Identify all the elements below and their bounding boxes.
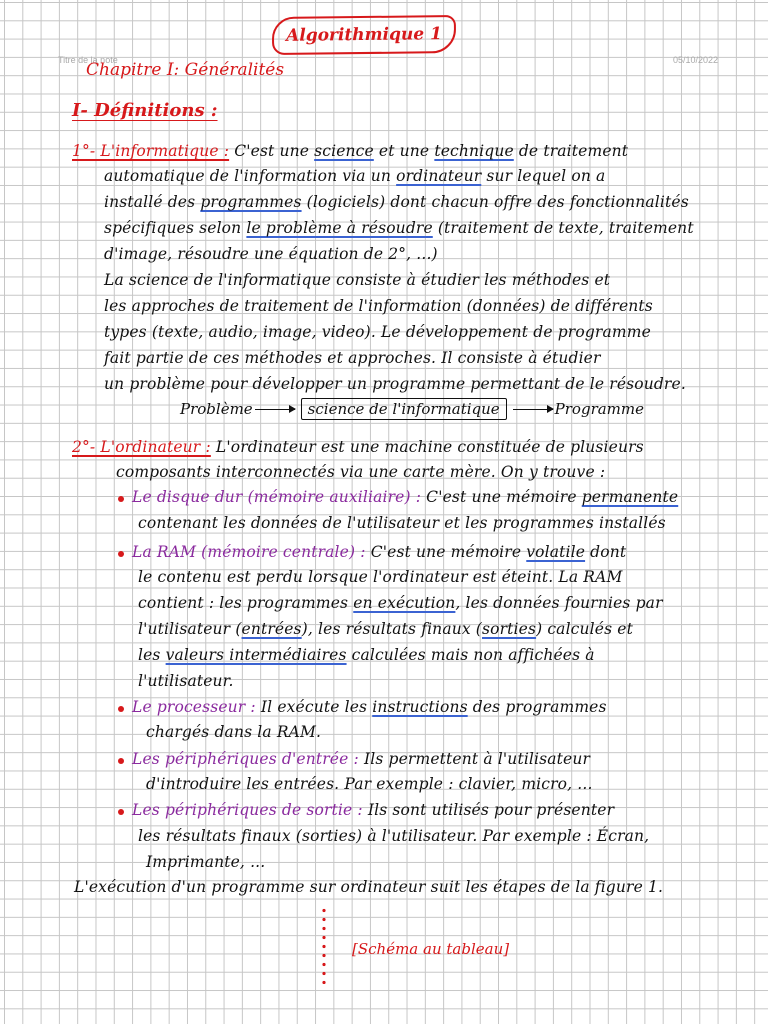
text-span: des programmes	[467, 698, 607, 716]
note-title-placeholder[interactable]: Titre de la note	[58, 55, 118, 65]
underlined-term: instructions	[372, 698, 468, 716]
list-item	[132, 698, 607, 716]
list-item	[132, 543, 626, 561]
text-line: d'introduire les entrées. Par exemple : clavier, micro, ...	[146, 775, 593, 793]
closing-line: L'exécution d'un programme sur ordinateur suit les étapes de la figure 1.	[74, 878, 664, 896]
text-span: sur lequel on a	[481, 167, 606, 185]
text-span: C'est une mémoire	[421, 488, 582, 506]
text-span: (logiciels) dont chacun offre des fonctionnalités	[301, 193, 689, 211]
text-span: dont	[585, 543, 627, 561]
bullet-icon	[118, 809, 124, 815]
subsection-heading-informatique: 1°- L'informatique :	[72, 142, 230, 160]
list-item	[132, 801, 614, 819]
text-line: un problème pour développer un programme permettant de le résoudre.	[104, 375, 686, 393]
text-span: C'est une mémoire	[365, 543, 527, 561]
text-span: automatique de l'information via un	[104, 167, 397, 185]
text-line	[138, 620, 633, 638]
text-span: contient : les programmes	[138, 594, 354, 612]
list-item	[132, 750, 590, 768]
arrow-right-icon	[255, 409, 295, 410]
text-span: (traitement de texte, traitement	[432, 219, 694, 237]
text-span: C'est une	[234, 142, 315, 160]
underlined-term: technique	[434, 142, 514, 160]
flow-box: science de l'informatique	[301, 398, 507, 420]
chapter-heading: Chapitre I: Généralités	[86, 60, 285, 80]
bullet-icon	[118, 551, 124, 557]
text-span: de traitement	[513, 142, 629, 160]
text-span: Ils permettent à l'utilisateur	[358, 750, 591, 768]
text-span: Ils sont utilisés pour présenter	[362, 801, 615, 819]
underlined-term: le problème à résoudre	[246, 219, 433, 237]
text-line	[104, 167, 605, 185]
text-span: l'utilisateur (	[138, 620, 242, 638]
bullet-icon	[118, 758, 124, 764]
text-line: composants interconnectés via une carte mère. On y trouve :	[116, 463, 606, 481]
text-line: l'utilisateur.	[138, 672, 234, 690]
text-span: ), les résultats finaux (	[301, 620, 483, 638]
arrow-right-icon	[513, 409, 553, 410]
text-line: types (texte, audio, image, video). Le développement de programme	[104, 323, 651, 341]
text-span: L'ordinateur est une machine constituée de plusieurs	[215, 438, 644, 456]
page-title: Algorithmique 1	[272, 15, 456, 55]
text-line: contenant les données de l'utilisateur et les programmes installés	[138, 514, 666, 532]
subsection-heading-ordinateur: 2°- L'ordinateur :	[72, 438, 211, 456]
text-line: les résultats finaux (sorties) à l'utilisateur. Par exemple : Écran,	[138, 827, 650, 845]
text-line	[104, 193, 689, 211]
item-label: Le disque dur (mémoire auxiliaire) :	[132, 488, 422, 506]
text-line: d'image, résoudre une équation de 2°, ...)	[104, 245, 438, 263]
item-label: Les périphériques de sortie :	[132, 801, 363, 819]
underlined-term: permanente	[581, 488, 679, 506]
flow-end: Programme	[554, 400, 645, 418]
text-span: et une	[373, 142, 435, 160]
bullet-icon	[118, 496, 124, 502]
underlined-term: en exécution	[353, 594, 456, 612]
text-span: Il exécute les	[255, 698, 373, 716]
text-line	[104, 219, 694, 237]
flow-start: Problème	[180, 400, 253, 418]
text-line	[72, 142, 628, 160]
underlined-term: science	[314, 142, 374, 160]
underlined-term: programmes	[200, 193, 302, 211]
text-span: ) calculés et	[536, 620, 633, 638]
underlined-term: valeurs intermédiaires	[165, 646, 347, 664]
note-date: 05/10/2022	[672, 55, 718, 65]
item-label: Le processeur :	[132, 698, 256, 716]
text-span: installé des	[104, 193, 201, 211]
bullet-icon	[118, 706, 124, 712]
schema-note: [Schéma au tableau]	[352, 940, 510, 958]
item-label: La RAM (mémoire centrale) :	[132, 543, 366, 561]
list-item	[132, 488, 678, 506]
item-label: Les périphériques d'entrée :	[132, 750, 359, 768]
underlined-term: entrées	[241, 620, 302, 638]
text-line	[138, 594, 663, 612]
text-line: les approches de traitement de l'information (données) de différents	[104, 297, 653, 315]
section-heading: I- Définitions :	[72, 100, 218, 121]
text-line	[72, 438, 644, 456]
text-line: le contenu est perdu lorsque l'ordinateur est éteint. La RAM	[138, 568, 623, 586]
underlined-term: volatile	[526, 543, 586, 561]
text-line	[138, 646, 595, 664]
text-span: spécifiques selon	[104, 219, 247, 237]
text-span: , les données fournies par	[455, 594, 663, 612]
dotted-separator	[322, 906, 326, 984]
underlined-term: sorties	[482, 620, 537, 638]
underlined-term: ordinateur	[396, 167, 482, 185]
text-line: Imprimante, ...	[146, 853, 266, 871]
flow-diagram	[180, 398, 644, 420]
text-line: fait partie de ces méthodes et approches. Il consiste à étudier	[104, 349, 601, 367]
text-line: chargés dans la RAM.	[146, 723, 322, 741]
text-span: les	[138, 646, 166, 664]
text-line: La science de l'informatique consiste à étudier les méthodes et	[104, 271, 611, 289]
text-span: calculées mais non affichées à	[346, 646, 595, 664]
